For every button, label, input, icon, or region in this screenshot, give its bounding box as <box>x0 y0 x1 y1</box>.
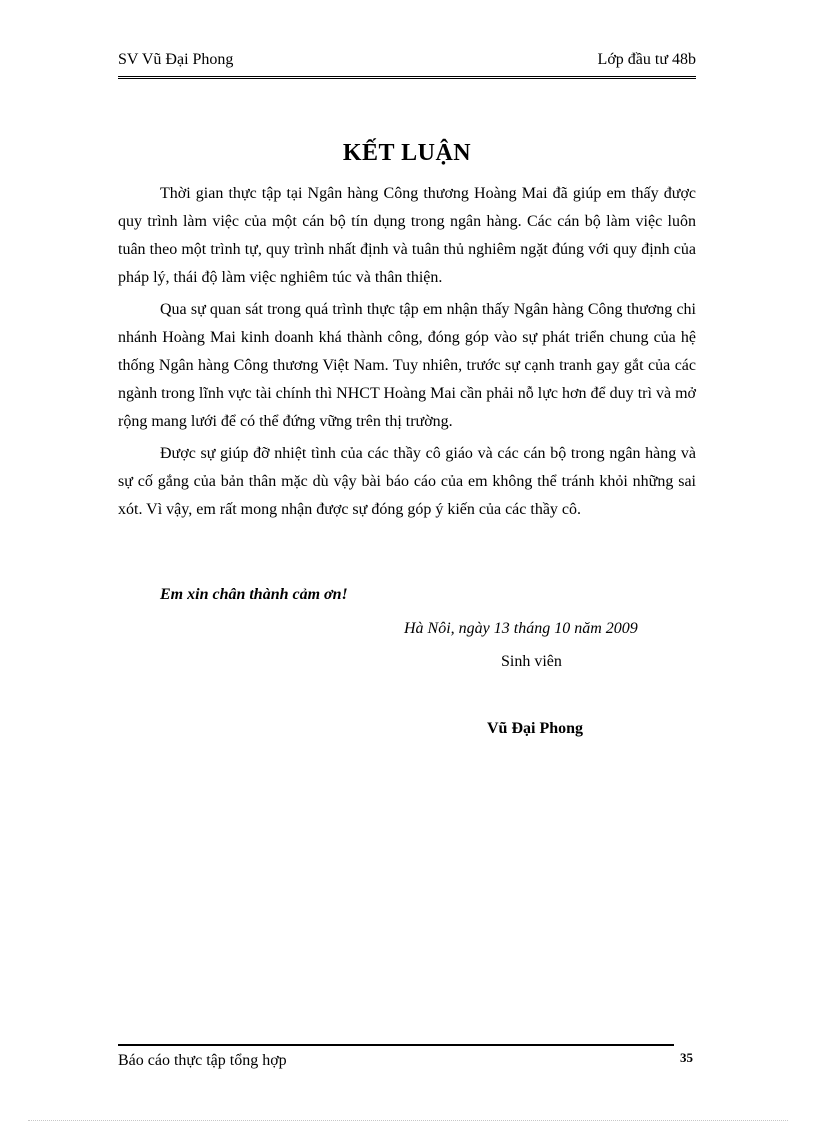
paragraph-2: Qua sự quan sát trong quá trình thực tập em nhận thấy Ngân hàng Công thương chi nhánh Hoàng Mai kinh doanh khá thành công, đóng góp vào sự phát triển chung của hệ thống Ngân hàng Công thương Việt Nam. Tuy nhiên, trước sự cạnh tranh gay gắt của các ngành trong lĩnh vực tài chính thì NHCT Hoàng Mai cần phải nỗ lực hơn để duy trì và mở rộng mang lưới để có thể đứng vững trên thị trường. <box>118 301 696 430</box>
footer-divider <box>118 1044 674 1046</box>
signer-name: Vũ Đại Phong <box>487 720 584 737</box>
paragraph-1: Thời gian thực tập tại Ngân hàng Công thương Hoàng Mai đã giúp em thấy được quy trình làm việc của một cán bộ tín dụng trong ngân hàng. Các cán bộ làm việc luôn tuân theo một trình tự, quy trình nhất định và tuân thủ nghiêm ngặt đúng với quy định của pháp lý, thái độ làm việc nghiêm túc và thân thiện. <box>118 185 696 286</box>
footer-label: Báo cáo thực tập tổng hợp <box>118 1052 287 1069</box>
body-text <box>118 180 696 528</box>
page-bottom-divider <box>28 1120 788 1121</box>
page-number: 35 <box>680 1050 693 1065</box>
header-class: Lớp đầu tư 48b <box>597 51 696 68</box>
date-line: Hà Nôi, ngày 13 tháng 10 năm 2009 <box>404 620 638 637</box>
closing-line: Em xin chân thành cảm ơn! <box>160 586 348 603</box>
page-title: KẾT LUẬN <box>342 140 472 166</box>
signer-role: Sinh viên <box>501 653 562 670</box>
page-header <box>118 51 696 79</box>
paragraph-3: Được sự giúp đỡ nhiệt tình của các thầy cô giáo và các cán bộ trong ngân hàng và sự cố gắng của bản thân mặc dù vậy bài báo cáo của em không thể tránh khỏi những sai xót. Vì vậy, em rất mong nhận được sự đóng góp ý kiến của các thầy cô. <box>118 445 696 518</box>
header-author: SV Vũ Đại Phong <box>118 51 234 68</box>
